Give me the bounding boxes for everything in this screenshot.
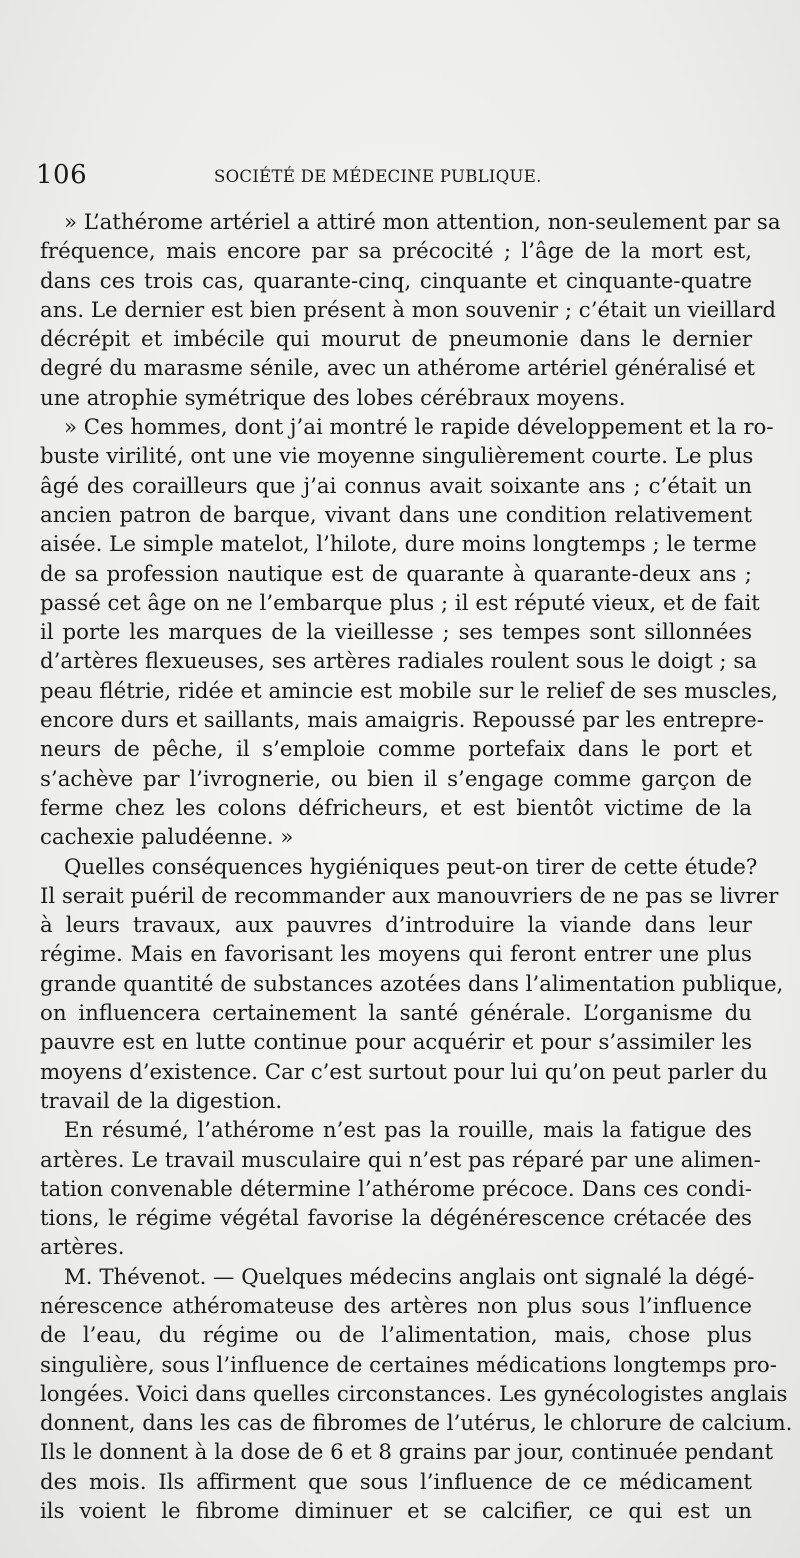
text-line: donnent, dans les cas de fibromes de l’utérus, le chlorure de calcium. bbox=[40, 1411, 793, 1437]
page-header bbox=[36, 160, 760, 196]
text-line: on influencera certainement la santé générale. L’organisme du bbox=[40, 1001, 752, 1027]
text-line: passé cet âge on ne l’embarque plus ; il est réputé vieux, et de fait bbox=[40, 590, 760, 616]
running-head: SOCIÉTÉ DE MÉDECINE PUBLIQUE. bbox=[214, 167, 542, 186]
text-line: ferme chez les colons défricheurs, et est bientôt victime de la bbox=[40, 795, 752, 821]
text-line: M. Thévenot. — Quelques médecins anglais ont signalé la dégé- bbox=[64, 1264, 755, 1290]
page-number: 106 bbox=[36, 160, 88, 190]
text-line: nérescence athéromateuse des artères non plus sous l’influence bbox=[40, 1293, 752, 1319]
text-line: artères. bbox=[40, 1235, 125, 1261]
text-line: cachexie paludéenne. » bbox=[40, 825, 294, 851]
text-line: artères. Le travail musculaire qui n’est pas réparé par une alimen- bbox=[40, 1147, 761, 1173]
text-line: de l’eau, du régime ou de l’alimentation, mais, chose plus bbox=[40, 1323, 752, 1349]
text-line: aisée. Le simple matelot, l’hilote, dure moins longtemps ; le terme bbox=[40, 532, 757, 558]
text-line: » L’athérome artériel a attiré mon attention, non-seulement par sa bbox=[64, 210, 781, 235]
body-text bbox=[40, 208, 793, 1526]
text-line: neurs de pêche, il s’emploie comme portefaix dans le port et bbox=[40, 737, 752, 763]
text-line: fréquence, mais encore par sa précocité ; l’âge de la mort est, bbox=[40, 239, 752, 265]
text-line: tions, le régime végétal favorise la dégénérescence crétacée des bbox=[40, 1206, 752, 1232]
text-line: à leurs travaux, aux pauvres d’introduire la viande dans leur bbox=[40, 913, 752, 939]
text-line: Ils le donnent à la dose de 6 et 8 grains par jour, continuée pendant bbox=[40, 1440, 774, 1466]
text-line: dans ces trois cas, quarante-cinq, cinquante et cinquante-quatre bbox=[40, 268, 752, 294]
text-line: degré du marasme sénile, avec un athérome artériel généralisé et bbox=[40, 356, 755, 382]
text-line: peau flétrie, ridée et amincie est mobile sur le relief de ses muscles, bbox=[40, 678, 779, 704]
text-line: » Ces hommes, dont j’ai montré le rapide développement et la ro- bbox=[64, 415, 774, 441]
text-line: s’achève par l’ivrognerie, ou bien il s’engage comme garçon de bbox=[40, 766, 752, 792]
text-line: encore durs et saillants, mais amaigris. Repoussé par les entrepre- bbox=[40, 708, 764, 734]
text-line: grande quantité de substances azotées dans l’alimentation publique, bbox=[40, 971, 784, 997]
text-line: d’artères flexueuses, ses artères radiales roulent sous le doigt ; sa bbox=[40, 649, 757, 675]
text-line: régime. Mais en favorisant les moyens qui feront entrer une plus bbox=[40, 942, 752, 968]
text-line: Il serait puéril de recommander aux manouvriers de ne pas se livrer bbox=[40, 883, 779, 909]
text-line: âgé des corailleurs que j’ai connus avait soixante ans ; c’était un bbox=[40, 473, 752, 499]
text-line: ancien patron de barque, vivant dans une condition relativement bbox=[40, 502, 752, 528]
text-line: pauvre est en lutte continue pour acquérir et pour s’assimiler les bbox=[40, 1030, 752, 1056]
text-line: buste virilité, ont une vie moyenne singulièrement courte. Le plus bbox=[40, 444, 754, 470]
text-line: une atrophie symétrique des lobes cérébraux moyens. bbox=[40, 385, 626, 411]
text-line: ans. Le dernier est bien présent à mon souvenir ; c’était un vieillard bbox=[40, 297, 777, 323]
text-line: des mois. Ils affirment que sous l’influence de ce médicament bbox=[40, 1469, 752, 1495]
text-line: singulière, sous l’influence de certaines médications longtemps pro- bbox=[40, 1352, 777, 1378]
text-line: tation convenable détermine l’athérome précoce. Dans ces condi- bbox=[40, 1176, 752, 1202]
text-line: de sa profession nautique est de quarante à quarante-deux ans ; bbox=[40, 561, 752, 587]
text-line: travail de la digestion. bbox=[40, 1088, 283, 1114]
text-line: décrépit et imbécile qui mourut de pneumonie dans le dernier bbox=[40, 327, 752, 353]
text-line: longées. Voici dans quelles circonstances. Les gynécologistes anglais bbox=[40, 1381, 788, 1407]
text-line: ils voient le fibrome diminuer et se calcifier, ce qui est un bbox=[40, 1499, 752, 1525]
text-line: Quelles conséquences hygiéniques peut-on tirer de cette étude? bbox=[64, 854, 758, 880]
text-line: il porte les marques de la vieillesse ; ses tempes sont sillonnées bbox=[40, 620, 752, 646]
text-line: moyens d’existence. Car c’est surtout pour lui qu’on peut parler du bbox=[40, 1059, 768, 1085]
text-line: En résumé, l’athérome n’est pas la rouille, mais la fatigue des bbox=[64, 1118, 752, 1144]
